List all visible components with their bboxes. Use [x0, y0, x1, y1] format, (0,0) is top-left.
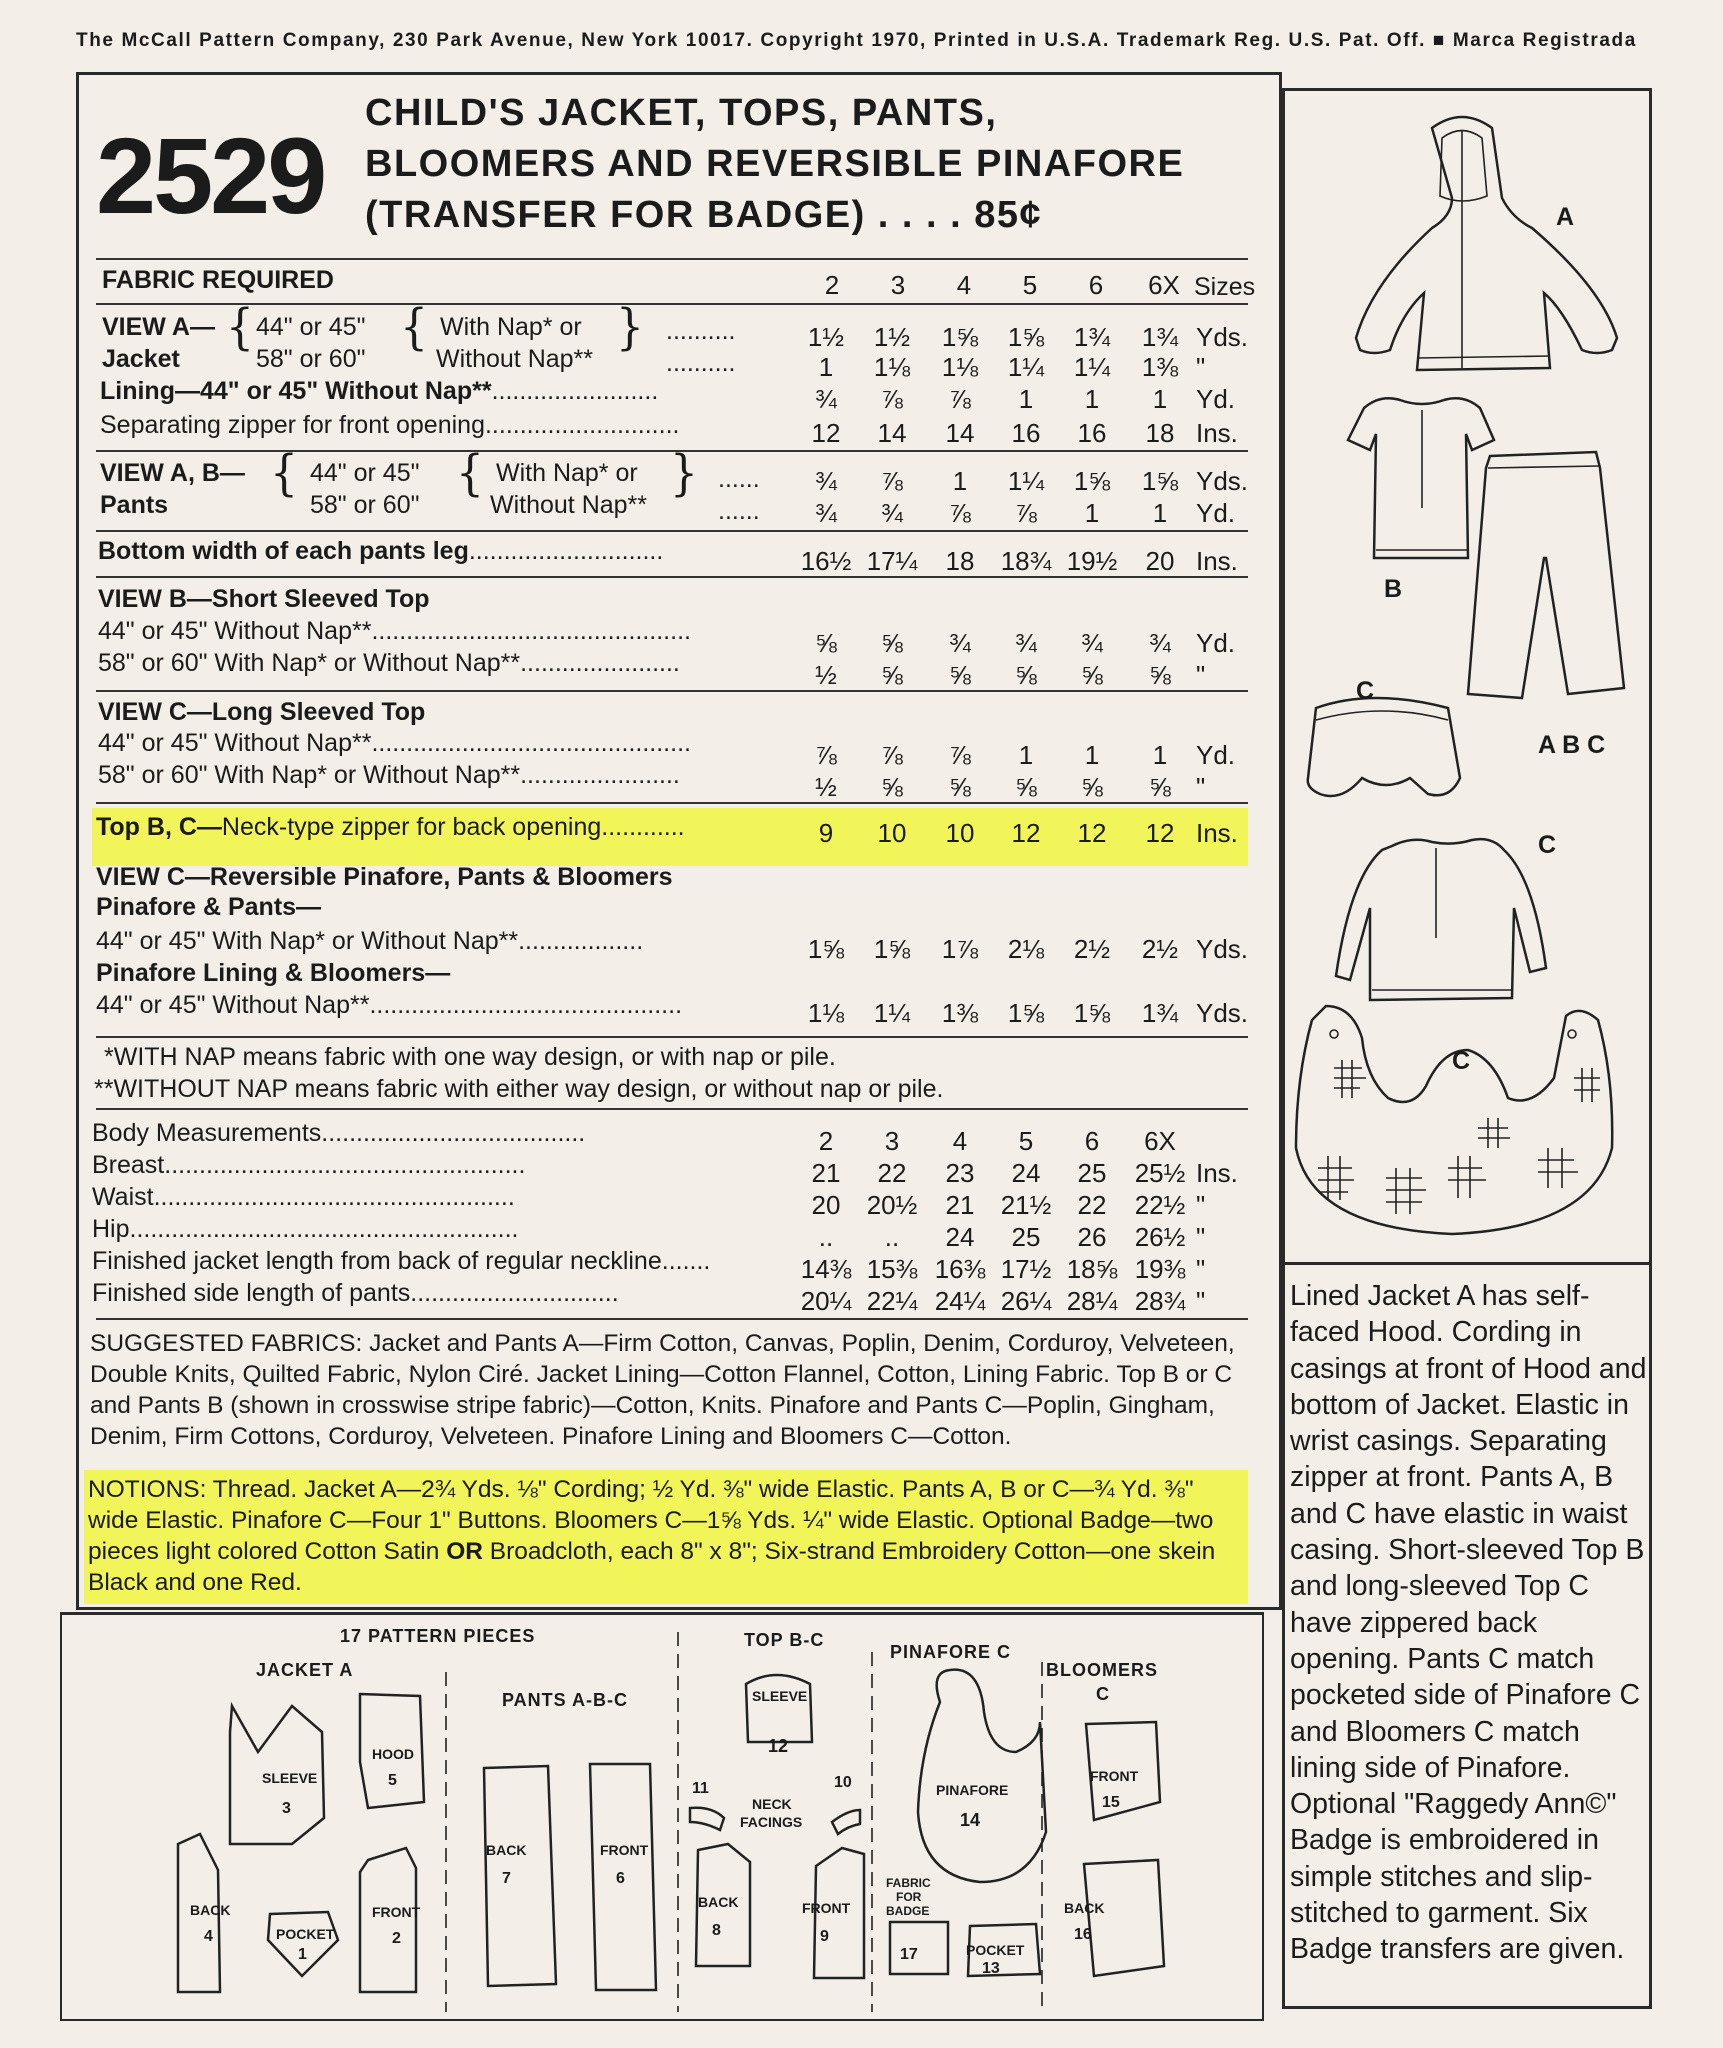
view-c-line-2-text: 58" or 60" With Nap* or Without Nap**	[98, 761, 521, 789]
top-bc-text: Neck-type zipper for back opening	[221, 813, 602, 841]
value-cell: 28¼	[1066, 1286, 1118, 1316]
value-cell: ⅝	[881, 628, 903, 658]
unit-cell: Ins.	[1196, 818, 1238, 848]
value-cell: 14	[945, 418, 975, 448]
value-cell: ⅝	[1149, 660, 1171, 690]
leader-dots: ......	[718, 465, 760, 493]
value-cell: 1	[952, 466, 968, 496]
piece-neck-10-number: 10	[834, 1774, 852, 1791]
brace: }	[670, 445, 698, 502]
value-cell: ⅝	[881, 772, 903, 802]
value-cell: ⅝	[1081, 660, 1103, 690]
value-cell: 2	[818, 1126, 834, 1156]
piece-front-6-number: 6	[616, 1870, 625, 1887]
label-c-pinafore: C	[1452, 1047, 1471, 1075]
value-cell: 1¼	[1073, 352, 1111, 382]
rule	[96, 1036, 1248, 1038]
bloomers-c-drawing	[1308, 698, 1460, 796]
value-cell: ¾	[815, 498, 837, 528]
pinafore-pants-sub: Pinafore & Pants—	[96, 893, 322, 921]
value-cell: 17½	[1000, 1254, 1052, 1284]
leader-dots: ..........	[666, 317, 736, 345]
value-cell: ⅞	[881, 466, 903, 496]
value-cell: ⅞	[815, 740, 837, 770]
piece-back-4-number: 4	[204, 1928, 213, 1945]
value-cell: 6	[1084, 1126, 1100, 1156]
value-cell: 5	[1018, 1126, 1034, 1156]
value-cell: 12	[811, 418, 841, 448]
lining-text: Lining—44" or 45" Without Nap**	[100, 377, 492, 405]
value-cell: ¾	[1081, 628, 1103, 658]
size-col-1: 3	[890, 270, 906, 300]
value-cell: 21	[811, 1158, 841, 1188]
value-cell: ½	[815, 772, 837, 802]
value-cell: 21½	[1000, 1190, 1052, 1220]
garment-description: Lined Jacket A has self-faced Hood. Cording in casings at front of Hood and bottom of Jacket. Elastic in wrist casings. Separating zipper at front. Pants A, B and C have elastic in waist casing. Short-sleeved Top B and long-sleeved Top C have zippered back opening. Pants C match pocketed side of Pinafore C and Bloomers C match lining side of Pinafore. Optional "Raggedy Ann©" Badge is embroidered in simple stitches and slip-stitched to garment. Six Badge transfers are given.	[1290, 1280, 1647, 1966]
piece-front-9: FRONT	[802, 1900, 851, 1916]
value-cell: 25½	[1134, 1158, 1186, 1188]
value-cell: 18	[945, 546, 975, 576]
value-cell: 26¼	[1000, 1286, 1052, 1316]
value-cell: 10	[877, 818, 907, 848]
body-heading: Body Measurements......................................	[92, 1119, 586, 1147]
value-cell: 1	[1152, 384, 1168, 414]
value-cell: 23	[945, 1158, 975, 1188]
unit-cell: "	[1196, 1222, 1206, 1252]
view-a-nap-2: Without Nap**	[436, 345, 594, 373]
value-cell: 3	[884, 1126, 900, 1156]
pieces-count: 17 PATTERN PIECES	[340, 1626, 536, 1646]
value-cell: 1	[1084, 498, 1100, 528]
size-col-2: 4	[956, 270, 972, 300]
piece-back-4: BACK	[190, 1902, 231, 1918]
value-cell: 10	[945, 818, 975, 848]
piece-badge-17-number: 17	[900, 1946, 918, 1963]
title-line-1: CHILD'S JACKET, TOPS, PANTS,	[365, 92, 998, 134]
value-cell: 18¾	[1000, 546, 1052, 576]
view-b-line-1-text: 44" or 45" Without Nap**	[98, 617, 372, 645]
value-cell: 24	[1011, 1158, 1041, 1188]
group-bloomers: BLOOMERS	[1046, 1660, 1159, 1680]
rule	[96, 1318, 1248, 1320]
piece-sleeve-12: SLEEVE	[752, 1688, 808, 1704]
hip-text: Hip	[92, 1215, 130, 1243]
piece-sleeve-3: SLEEVE	[262, 1770, 318, 1786]
jacket-a-drawing	[1356, 117, 1617, 370]
view-a-label: VIEW A—	[102, 313, 215, 341]
view-c-line-1-text: 44" or 45" Without Nap**	[98, 729, 372, 757]
value-cell: 14	[877, 418, 907, 448]
view-ab-nap-2: Without Nap**	[490, 491, 648, 519]
value-cell: 1	[1152, 740, 1168, 770]
piece-front-9-number: 9	[820, 1928, 829, 1945]
hip-label: Hip........................................................	[92, 1215, 519, 1243]
piece-badge-label: BADGE	[886, 1904, 930, 1918]
unit-cell: Yds.	[1196, 934, 1249, 964]
garment-illustrations	[1282, 88, 1646, 1263]
pants-length-label: Finished side length of pants..............................	[92, 1279, 619, 1307]
value-cell: 26½	[1134, 1222, 1186, 1252]
nap-note-2: **WITHOUT NAP means fabric with either way design, or without nap or pile.	[94, 1075, 944, 1103]
value-cell: 22½	[1134, 1190, 1186, 1220]
value-cell: 1	[1152, 498, 1168, 528]
piece-back-16-number: 16	[1074, 1926, 1092, 1943]
value-cell: 18⅝	[1066, 1254, 1118, 1284]
value-cell: ¾	[881, 498, 903, 528]
value-cell: 19⅜	[1134, 1254, 1186, 1284]
publisher-header: The McCall Pattern Company, 230 Park Avenue, New York 10017. Copyright 1970, Printed in U.S.A. Trademark Reg. U.S. Pat. Off. ■ Marca Registrada	[76, 30, 1637, 51]
view-c-line-1: 44" or 45" Without Nap**..............................................	[98, 729, 691, 757]
bottom-width-label: Bottom width of each pants leg............................	[98, 537, 664, 565]
bottom-width-text: Bottom width of each pants leg	[98, 537, 469, 565]
leader-dots: ......	[718, 497, 760, 525]
size-col-3: 5	[1022, 270, 1038, 300]
value-cell: 12	[1077, 818, 1107, 848]
piece-pocket-13: POCKET	[966, 1942, 1025, 1958]
unit-cell: Ins.	[1196, 1158, 1238, 1188]
value-cell: 1⅝	[807, 934, 845, 964]
value-cell: 22¼	[866, 1286, 918, 1316]
unit-cell: "	[1196, 1286, 1206, 1316]
fabric-heading: FABRIC REQUIRED	[102, 266, 334, 294]
pattern-number: 2529	[96, 115, 325, 236]
value-cell: 22	[1077, 1190, 1107, 1220]
view-c-line-2: 58" or 60" With Nap* or Without Nap**.......................	[98, 761, 680, 789]
value-cell: ⅝	[1015, 660, 1037, 690]
value-cell: ⅞	[949, 498, 971, 528]
value-cell: 16½	[800, 546, 852, 576]
top-b-drawing	[1348, 398, 1494, 558]
rule	[96, 530, 1248, 532]
piece-front-15: FRONT	[1090, 1768, 1139, 1784]
view-b-line-2-text: 58" or 60" With Nap* or Without Nap**	[98, 649, 521, 677]
view-ab-label: VIEW A, B—	[100, 459, 245, 487]
view-c-heading: VIEW C—Long Sleeved Top	[98, 698, 426, 726]
group-jacket: JACKET A	[256, 1660, 354, 1680]
value-cell: 1	[1018, 740, 1034, 770]
value-cell: 22	[877, 1158, 907, 1188]
title-line-3: (TRANSFER FOR BADGE) . . . . 85¢	[365, 194, 1043, 236]
piece-back-8-number: 8	[712, 1922, 721, 1939]
brace: }	[616, 299, 644, 356]
value-cell: ½	[815, 660, 837, 690]
value-cell: 18	[1145, 418, 1175, 448]
value-cell: ¾	[1149, 628, 1171, 658]
value-cell: 1⅛	[941, 352, 979, 382]
unit-cell: Yd.	[1196, 628, 1236, 658]
top-bc-label: Top B, C—Neck-type zipper for back opening............	[96, 813, 685, 841]
piece-back-7-number: 7	[502, 1870, 511, 1887]
value-cell: 12	[1145, 818, 1175, 848]
unit-cell: "	[1196, 1254, 1206, 1284]
top-bc-bold: Top B, C—	[96, 813, 222, 841]
jacket-length-text: Finished jacket length from back of regular neckline	[92, 1247, 662, 1275]
unit-cell: "	[1196, 772, 1206, 802]
top-c-drawing	[1336, 839, 1546, 1000]
value-cell: 1¼	[1007, 466, 1045, 496]
notions-text-2: Broadcloth, each 8" x 8"; Six-strand Embroidery Cotton—one skein Black and one Red.	[88, 1538, 1216, 1596]
unit-cell: "	[1196, 1190, 1206, 1220]
unit-cell: Yd.	[1196, 498, 1236, 528]
value-cell: 20½	[866, 1190, 918, 1220]
label-c-top: C	[1538, 831, 1557, 859]
notions-text-1: NOTIONS: Thread. Jacket A—2¾ Yds. ⅛" Cording; ½ Yd. ⅜" wide Elastic. Pants A, B or C—¾ Yd. ⅜" wide Elastic. Pinafore C—Four 1" Buttons. Bloomers C—1⅝ Yds. ¼" wide Elastic. Optional Badge—two pieces light colored Cotton Satin	[88, 1476, 1214, 1565]
view-a-jacket: Jacket	[102, 345, 180, 373]
value-cell: 20¼	[800, 1286, 852, 1316]
nap-note-1: *WITH NAP means fabric with one way design, or with nap or pile.	[104, 1043, 836, 1071]
size-col-5: 6X	[1148, 270, 1180, 300]
value-cell: 24	[945, 1222, 975, 1252]
label-a: A	[1556, 203, 1575, 231]
piece-badge-fabric: FABRIC	[886, 1876, 931, 1890]
value-cell: 2½	[1141, 934, 1179, 964]
unit-cell: "	[1196, 660, 1206, 690]
value-cell: ⅞	[949, 740, 971, 770]
value-cell: 1	[1084, 740, 1100, 770]
view-ab-width-2: 58" or 60"	[310, 491, 420, 519]
view-b-line-2: 58" or 60" With Nap* or Without Nap**.......................	[98, 649, 680, 677]
value-cell: ¾	[815, 466, 837, 496]
brace: {	[226, 299, 254, 356]
value-cell: 1⅝	[941, 322, 979, 352]
pattern-pieces-drawing	[60, 1612, 1260, 2016]
pinafore-c-drawing	[1296, 1006, 1612, 1234]
value-cell: ⅝	[815, 628, 837, 658]
value-cell: 25	[1077, 1158, 1107, 1188]
lining-label: Lining—44" or 45" Without Nap**........................	[100, 377, 659, 405]
view-ab-width-1: 44" or 45"	[310, 459, 420, 487]
value-cell: 16	[1077, 418, 1107, 448]
unit-cell: Yds.	[1196, 322, 1249, 352]
value-cell: ⅞	[949, 384, 971, 414]
label-c-bloomers: C	[1356, 677, 1375, 705]
breast-text: Breast	[92, 1151, 165, 1179]
piece-front-2-number: 2	[392, 1930, 401, 1947]
group-top: TOP B-C	[744, 1630, 825, 1650]
rule	[96, 1108, 1248, 1110]
piece-pinafore-14: PINAFORE	[936, 1782, 1009, 1798]
value-cell: 1¾	[1141, 322, 1179, 352]
view-a-width-1: 44" or 45"	[256, 313, 366, 341]
piece-front-15-number: 15	[1102, 1794, 1120, 1811]
pinafore-line-2-text: 44" or 45" Without Nap**	[96, 991, 370, 1019]
breast-label: Breast....................................................	[92, 1151, 526, 1179]
value-cell: ¾	[1015, 628, 1037, 658]
value-cell: 2½	[1073, 934, 1111, 964]
piece-pocket-13-number: 13	[982, 1960, 1000, 1977]
label-abc: A B C	[1538, 731, 1606, 759]
rule	[96, 258, 1248, 260]
value-cell: 19½	[1066, 546, 1118, 576]
unit-cell: "	[1196, 352, 1206, 382]
value-cell: ⅞	[1015, 498, 1037, 528]
view-a-nap-1: With Nap* or	[440, 313, 582, 341]
value-cell: 1¼	[873, 998, 911, 1028]
unit-cell: Yd.	[1196, 740, 1236, 770]
value-cell: 1⅝	[1073, 998, 1111, 1028]
piece-pocket-1: POCKET	[276, 1926, 335, 1942]
unit-cell: Ins.	[1196, 546, 1238, 576]
value-cell: 1	[1084, 384, 1100, 414]
brace: {	[456, 445, 484, 502]
pinafore-lining-sub: Pinafore Lining & Bloomers—	[96, 959, 451, 987]
jacket-length-label: Finished jacket length from back of regular neckline.......	[92, 1247, 711, 1275]
value-cell: 1⅝	[873, 934, 911, 964]
value-cell: 24¼	[934, 1286, 986, 1316]
value-cell: ⅞	[881, 740, 903, 770]
view-ab-pants: Pants	[100, 491, 169, 519]
value-cell: 6X	[1144, 1126, 1176, 1156]
value-cell: 1⅛	[807, 998, 845, 1028]
zipper-label: Separating zipper for front opening............................	[100, 411, 680, 439]
piece-pinafore-14-number: 14	[960, 1810, 981, 1830]
view-b-heading: VIEW B—Short Sleeved Top	[98, 585, 430, 613]
value-cell: 1¾	[1073, 322, 1111, 352]
value-cell: ⅝	[1081, 772, 1103, 802]
unit-cell: Yds.	[1196, 998, 1249, 1028]
size-col-0: 2	[824, 270, 840, 300]
label-b: B	[1384, 575, 1403, 603]
piece-sleeve-12-number: 12	[768, 1736, 789, 1756]
value-cell: 16	[1011, 418, 1041, 448]
leader-dots: ..........	[666, 349, 736, 377]
value-cell: ⅝	[1015, 772, 1037, 802]
rule	[96, 690, 1248, 692]
brace: {	[400, 299, 428, 356]
value-cell: 25	[1011, 1222, 1041, 1252]
title-line-2: BLOOMERS AND REVERSIBLE PINAFORE	[365, 143, 1185, 185]
value-cell: 1½	[873, 322, 911, 352]
pinafore-line-2: 44" or 45" Without Nap**.............................................	[96, 991, 683, 1019]
notions-or: OR	[446, 1538, 483, 1565]
pants-length-text: Finished side length of pants	[92, 1279, 411, 1307]
piece-front-2: FRONT	[372, 1904, 421, 1920]
piece-back-16: BACK	[1064, 1900, 1105, 1916]
piece-pocket-1-number: 1	[298, 1946, 307, 1963]
waist-text: Waist	[92, 1183, 154, 1211]
waist-label: Waist....................................................	[92, 1183, 515, 1211]
value-cell: ¾	[949, 628, 971, 658]
value-cell: 1⅜	[1141, 352, 1179, 382]
piece-hood-5: HOOD	[372, 1746, 414, 1762]
brace: {	[270, 445, 298, 502]
piece-neck-11-number: 11	[692, 1780, 709, 1797]
value-cell: 14⅜	[800, 1254, 852, 1284]
value-cell: 15⅜	[866, 1254, 918, 1284]
value-cell: 1⅛	[873, 352, 911, 382]
value-cell: 9	[818, 818, 834, 848]
value-cell: 2⅛	[1007, 934, 1045, 964]
body-heading-text: Body Measurements	[92, 1119, 322, 1147]
unit-cell: Ins.	[1196, 418, 1238, 448]
group-bloomers-c: C	[1096, 1684, 1110, 1704]
rule	[96, 303, 1248, 305]
value-cell: 1¼	[1007, 352, 1045, 382]
suggested-fabrics: SUGGESTED FABRICS: Jacket and Pants A—Firm Cotton, Canvas, Poplin, Denim, Corduroy, Velveteen, Double Knits, Quilted Fabric, Nylon Ciré. Jacket Lining—Cotton Flannel, Cotton, Lining Fabric. Top B or C and Pants B (shown in crosswise stripe fabric)—Cotton, Knits. Pinafore and Pants C—Poplin, Gingham, Denim, Firm Cottons, Corduroy, Velveteen. Pinafore Lining and Bloomers C—Cotton.	[90, 1330, 1235, 1450]
rule	[96, 802, 1248, 804]
unit-cell: Yd.	[1196, 384, 1236, 414]
value-cell: 20	[1145, 546, 1175, 576]
value-cell: 1	[818, 352, 834, 382]
value-cell: 26	[1077, 1222, 1107, 1252]
value-cell: 17¼	[866, 546, 918, 576]
rule	[96, 576, 1248, 578]
piece-sleeve-3-number: 3	[282, 1800, 291, 1817]
value-cell: 1⅝	[1073, 466, 1111, 496]
view-c-pinafore-heading: VIEW C—Reversible Pinafore, Pants & Bloomers	[96, 863, 673, 891]
view-a-width-2: 58" or 60"	[256, 345, 366, 373]
value-cell: 28¾	[1134, 1286, 1186, 1316]
value-cell: ..	[818, 1222, 834, 1252]
value-cell: 1¾	[1141, 998, 1179, 1028]
group-pinafore: PINAFORE C	[890, 1642, 1012, 1662]
zipper-text: Separating zipper for front opening	[100, 411, 485, 439]
piece-front-6: FRONT	[600, 1842, 649, 1858]
sizes-label: Sizes	[1194, 273, 1256, 301]
pinafore-line-1: 44" or 45" With Nap* or Without Nap**..................	[96, 927, 644, 955]
value-cell: 20	[811, 1190, 841, 1220]
piece-back-7: BACK	[486, 1842, 527, 1858]
unit-cell: Yds.	[1196, 466, 1249, 496]
piece-back-8: BACK	[698, 1894, 739, 1910]
piece-neck-label: NECK	[752, 1796, 792, 1812]
pinafore-line-1-text: 44" or 45" With Nap* or Without Nap**	[96, 927, 519, 955]
view-b-line-1: 44" or 45" Without Nap**..............................................	[98, 617, 691, 645]
piece-badge-for: FOR	[896, 1890, 922, 1904]
value-cell: 1	[1018, 384, 1034, 414]
value-cell: 1⅝	[1007, 998, 1045, 1028]
value-cell: 1⅜	[941, 998, 979, 1028]
value-cell: ⅝	[949, 772, 971, 802]
notions	[88, 1474, 1248, 1598]
value-cell: ⅞	[881, 384, 903, 414]
value-cell: ⅝	[881, 660, 903, 690]
value-cell: ⅝	[1149, 772, 1171, 802]
value-cell: 21	[945, 1190, 975, 1220]
value-cell: ⅝	[949, 660, 971, 690]
value-cell: 1⅞	[941, 934, 979, 964]
value-cell: ..	[884, 1222, 900, 1252]
value-cell: 1⅝	[1141, 466, 1179, 496]
piece-facings-label: FACINGS	[740, 1814, 803, 1830]
value-cell: 1½	[807, 322, 845, 352]
size-col-4: 6	[1088, 270, 1104, 300]
piece-hood-5-number: 5	[388, 1772, 397, 1789]
value-cell: ¾	[815, 384, 837, 414]
group-pants: PANTS A-B-C	[502, 1690, 628, 1710]
value-cell: 1⅝	[1007, 322, 1045, 352]
view-ab-nap-1: With Nap* or	[496, 459, 638, 487]
value-cell: 12	[1011, 818, 1041, 848]
value-cell: 16⅜	[934, 1254, 986, 1284]
pants-abc-drawing	[1468, 452, 1624, 698]
value-cell: 4	[952, 1126, 968, 1156]
